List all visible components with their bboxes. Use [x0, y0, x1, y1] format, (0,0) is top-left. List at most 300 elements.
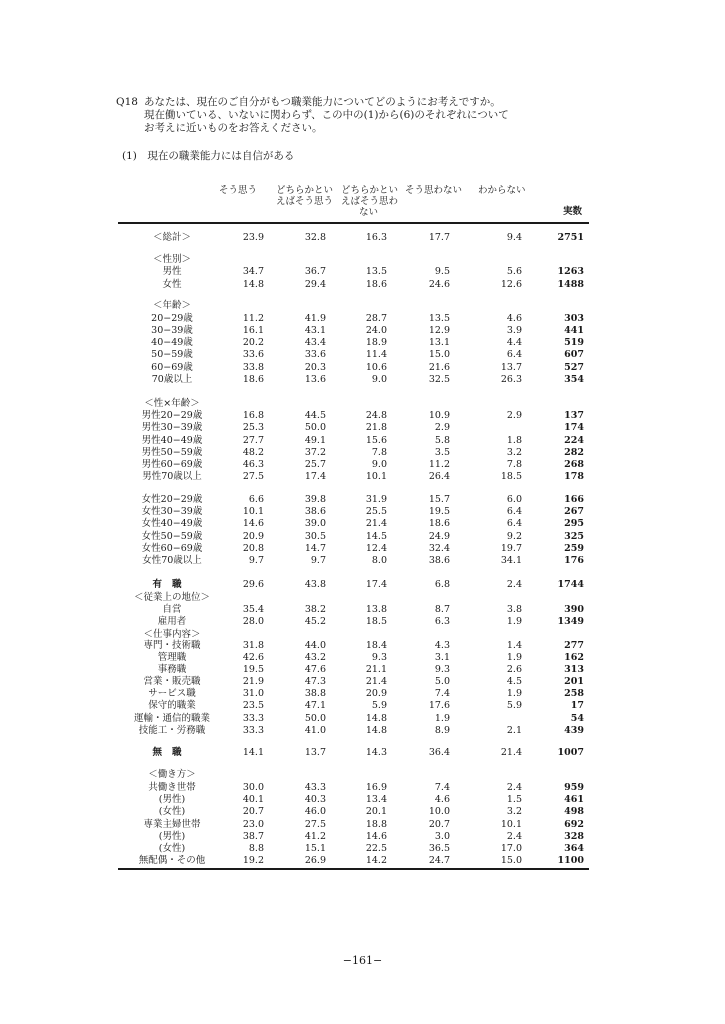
cell-col-1: 33.8	[242, 362, 264, 373]
table-row	[118, 337, 589, 349]
row-label: ＜従業上の地位＞	[133, 592, 210, 603]
cell-col-6: 364	[564, 843, 584, 854]
cell-col-2: 39.0	[304, 518, 326, 529]
row-label: 男性40−49歳	[141, 435, 203, 446]
cell-col-4: 10.9	[428, 410, 450, 421]
table-row	[118, 279, 589, 291]
cell-col-3: 9.3	[371, 652, 387, 663]
cell-col-2: 26.9	[304, 855, 326, 866]
cell-col-3: 18.5	[365, 616, 387, 627]
row-label: (女性)	[158, 806, 186, 817]
cell-col-6: 277	[564, 640, 584, 651]
cell-col-4: 8.7	[434, 604, 450, 615]
row-label: ＜総計＞	[152, 232, 191, 243]
cell-col-3: 25.5	[365, 506, 387, 517]
table-row	[118, 713, 589, 725]
cell-col-5: 13.7	[500, 362, 522, 373]
cell-col-5: 18.5	[500, 471, 522, 482]
cell-col-1: 23.9	[242, 232, 264, 243]
cell-col-2: 38.8	[304, 688, 326, 699]
cell-col-4: 13.1	[428, 337, 450, 348]
table-row	[118, 398, 589, 410]
cell-col-4: 15.0	[428, 349, 450, 360]
cell-col-6: 498	[564, 806, 584, 817]
table-row	[118, 806, 589, 818]
cell-col-5: 4.6	[506, 313, 522, 324]
row-label: ＜性×年齢＞	[144, 398, 200, 409]
cell-col-4: 8.9	[434, 725, 450, 736]
cell-col-4: 9.3	[434, 664, 450, 675]
table-row	[118, 640, 589, 652]
table-row	[118, 232, 589, 244]
table-row	[118, 435, 589, 447]
cell-col-4: 10.0	[428, 806, 450, 817]
table-row	[118, 543, 589, 555]
cell-col-3: 21.1	[365, 664, 387, 675]
row-label: 50−59歳	[151, 349, 193, 360]
cell-col-5: 21.4	[500, 747, 522, 758]
row-label: 男性50−59歳	[141, 447, 203, 458]
cell-col-3: 14.6	[365, 831, 387, 842]
table-row	[118, 782, 589, 794]
cell-col-4: 26.4	[428, 471, 450, 482]
table-row	[118, 349, 589, 361]
question-number: Q18	[116, 96, 138, 108]
cell-col-5: 2.9	[506, 410, 522, 421]
cell-col-3: 10.6	[365, 362, 387, 373]
cell-col-3: 22.5	[365, 843, 387, 854]
cell-col-2: 25.7	[304, 459, 326, 470]
cell-col-5: 4.5	[506, 676, 522, 687]
cell-col-5: 5.9	[506, 700, 522, 711]
cell-col-2: 27.5	[304, 819, 326, 830]
cell-col-1: 34.7	[242, 266, 264, 277]
cell-col-5: 2.4	[506, 782, 522, 793]
cell-col-3: 20.9	[365, 688, 387, 699]
row-label: 男性30−39歳	[141, 422, 203, 433]
table-row	[118, 422, 589, 434]
cell-col-4: 3.0	[434, 831, 450, 842]
row-label: 運輸・通信的職業	[133, 713, 210, 724]
cell-col-2: 14.7	[304, 543, 326, 554]
cell-col-5: 1.8	[506, 435, 522, 446]
table-row	[118, 410, 589, 422]
table-row	[118, 616, 589, 628]
table-row	[118, 579, 589, 591]
question-line-3: お考えに近いものをお答えください。	[144, 122, 323, 134]
table-row	[118, 819, 589, 831]
cell-col-6: 224	[564, 435, 584, 446]
cell-col-3: 16.9	[365, 782, 387, 793]
cell-col-1: 14.6	[242, 518, 264, 529]
cell-col-5: 34.1	[500, 555, 522, 566]
cell-col-3: 13.8	[365, 604, 387, 615]
cell-col-5: 5.6	[506, 266, 522, 277]
cell-col-6: 313	[564, 664, 584, 675]
cell-col-2: 43.1	[304, 325, 326, 336]
cell-col-5: 17.0	[500, 843, 522, 854]
cell-col-3: 11.4	[365, 349, 387, 360]
cell-col-2: 13.6	[304, 374, 326, 385]
cell-col-3: 8.0	[371, 555, 387, 566]
row-label: ＜仕事内容＞	[143, 629, 201, 640]
cell-col-1: 11.2	[242, 313, 264, 324]
cell-col-2: 43.3	[304, 782, 326, 793]
table-row	[118, 313, 589, 325]
cell-col-5: 6.4	[506, 506, 522, 517]
table-row	[118, 676, 589, 688]
cell-col-6: 1744	[557, 579, 584, 590]
cell-col-4: 4.3	[434, 640, 450, 651]
cell-col-2: 38.2	[304, 604, 326, 615]
table-row	[118, 652, 589, 664]
cell-col-2: 46.0	[304, 806, 326, 817]
cell-col-5: 6.4	[506, 349, 522, 360]
table-row	[118, 769, 589, 781]
table-top-rule	[118, 222, 589, 224]
cell-col-6: 17	[570, 700, 584, 711]
cell-col-1: 23.0	[242, 819, 264, 830]
row-label: サービス職	[148, 688, 196, 699]
cell-col-6: 54	[570, 713, 584, 724]
cell-col-4: 5.8	[434, 435, 450, 446]
cell-col-4: 11.2	[428, 459, 450, 470]
cell-col-1: 19.2	[242, 855, 264, 866]
cell-col-6: 2751	[557, 232, 584, 243]
row-label: 男性20−29歳	[141, 410, 203, 421]
cell-col-5: 26.3	[500, 374, 522, 385]
cell-col-5: 1.9	[506, 688, 522, 699]
cell-col-1: 6.6	[248, 494, 264, 505]
cell-col-1: 8.8	[248, 843, 264, 854]
cell-col-2: 41.0	[304, 725, 326, 736]
cell-col-2: 43.8	[304, 579, 326, 590]
table-row	[118, 843, 589, 855]
table-bottom-rule	[118, 868, 589, 870]
table-row	[118, 555, 589, 567]
cell-col-1: 27.7	[242, 435, 264, 446]
cell-col-6: 303	[564, 313, 584, 324]
cell-col-3: 16.3	[365, 232, 387, 243]
cell-col-5: 10.1	[500, 819, 522, 830]
row-label: 技能工・労務職	[138, 725, 206, 736]
cell-col-4: 12.9	[428, 325, 450, 336]
table-row	[118, 664, 589, 676]
cell-col-2: 41.2	[304, 831, 326, 842]
cell-col-5: 3.2	[506, 447, 522, 458]
cell-col-5: 9.4	[506, 232, 522, 243]
cell-col-6: 607	[564, 349, 584, 360]
cell-col-5: 1.5	[506, 794, 522, 805]
cell-col-6: 390	[564, 604, 584, 615]
row-label: 自営	[162, 604, 182, 615]
cell-col-4: 24.9	[428, 531, 450, 542]
cell-col-1: 19.5	[242, 664, 264, 675]
cell-col-4: 7.4	[434, 782, 450, 793]
cell-col-1: 14.8	[242, 279, 264, 290]
cell-col-2: 15.1	[304, 843, 326, 854]
table-row	[118, 725, 589, 737]
cell-col-6: 328	[564, 831, 584, 842]
row-label: 保守的職業	[148, 700, 196, 711]
row-label: 40−49歳	[151, 337, 193, 348]
cell-col-6: 201	[564, 676, 584, 687]
cell-col-3: 21.4	[365, 676, 387, 687]
cell-col-1: 33.3	[242, 725, 264, 736]
cell-col-5: 1.9	[506, 616, 522, 627]
header-col-2: どちらかとい えばそう思う	[276, 185, 334, 207]
cell-col-1: 18.6	[242, 374, 264, 385]
cell-col-6: 1349	[557, 616, 584, 627]
table-row	[118, 604, 589, 616]
header-col-3: どちらかとい えばそう思わ ない	[341, 185, 399, 218]
cell-col-4: 18.6	[428, 518, 450, 529]
cell-col-5: 15.0	[500, 855, 522, 866]
row-label: 60−69歳	[151, 362, 193, 373]
cell-col-3: 21.8	[365, 422, 387, 433]
cell-col-5: 9.2	[506, 531, 522, 542]
cell-col-5: 1.4	[506, 640, 522, 651]
cell-col-3: 14.2	[365, 855, 387, 866]
table-row	[118, 459, 589, 471]
cell-col-5: 7.8	[506, 459, 522, 470]
cell-col-2: 50.0	[304, 422, 326, 433]
cell-col-5: 2.6	[506, 664, 522, 675]
cell-col-2: 36.7	[304, 266, 326, 277]
row-label: 共働き世帯	[148, 782, 196, 793]
cell-col-5: 2.4	[506, 579, 522, 590]
cell-col-3: 7.8	[371, 447, 387, 458]
cell-col-1: 46.3	[242, 459, 264, 470]
cell-col-2: 43.4	[304, 337, 326, 348]
cell-col-1: 40.1	[242, 794, 264, 805]
cell-col-1: 30.0	[242, 782, 264, 793]
row-label: 男性	[162, 266, 182, 277]
cell-col-1: 31.8	[242, 640, 264, 651]
cell-col-1: 28.0	[242, 616, 264, 627]
cell-col-4: 17.7	[428, 232, 450, 243]
cell-col-3: 14.3	[365, 747, 387, 758]
cell-col-6: 178	[564, 471, 584, 482]
cell-col-2: 47.1	[304, 700, 326, 711]
cell-col-1: 27.5	[242, 471, 264, 482]
row-label: 女性40−49歳	[141, 518, 203, 529]
table-row	[118, 266, 589, 278]
subquestion-title: (1) 現在の職業能力には自信がある	[122, 150, 295, 162]
cell-col-1: 48.2	[242, 447, 264, 458]
table-row	[118, 518, 589, 530]
cell-col-2: 32.8	[304, 232, 326, 243]
cell-col-5: 2.1	[506, 725, 522, 736]
cell-col-2: 30.5	[304, 531, 326, 542]
question-line-2: 現在働いている、いないに関わらず、この中の(1)から(6)のそれぞれについて	[144, 109, 509, 121]
cell-col-5: 19.7	[500, 543, 522, 554]
cell-col-2: 50.0	[304, 713, 326, 724]
question-line-1: あなたは、現在のご自分がもつ職業能力についてどのようにお考えですか。	[144, 96, 501, 108]
row-label: 女性70歳以上	[142, 555, 202, 566]
cell-col-4: 20.7	[428, 819, 450, 830]
cell-col-4: 21.6	[428, 362, 450, 373]
table-row	[118, 592, 589, 604]
row-label: 男性70歳以上	[142, 471, 202, 482]
table-row	[118, 831, 589, 843]
cell-col-5: 1.9	[506, 652, 522, 663]
cell-col-4: 36.4	[428, 747, 450, 758]
table-row	[118, 471, 589, 483]
cell-col-2: 47.6	[304, 664, 326, 675]
cell-col-4: 5.0	[434, 676, 450, 687]
cell-col-1: 16.8	[242, 410, 264, 421]
cell-col-1: 29.6	[242, 579, 264, 590]
cell-col-4: 24.7	[428, 855, 450, 866]
cell-col-6: 166	[564, 494, 584, 505]
cell-col-5: 6.4	[506, 518, 522, 529]
cell-col-1: 21.9	[242, 676, 264, 687]
cell-col-2: 37.2	[304, 447, 326, 458]
cell-col-6: 176	[564, 555, 584, 566]
cell-col-1: 23.5	[242, 700, 264, 711]
row-label: 無配偶・その他	[138, 855, 206, 866]
cell-col-2: 9.7	[310, 555, 326, 566]
cell-col-1: 10.1	[242, 506, 264, 517]
cell-col-4: 3.1	[434, 652, 450, 663]
cell-col-3: 18.9	[365, 337, 387, 348]
table-row	[118, 855, 589, 867]
row-label: 有職	[152, 579, 192, 590]
header-col-5: わからない	[478, 185, 526, 196]
cell-col-3: 24.8	[365, 410, 387, 421]
question-text	[116, 96, 586, 135]
cell-col-3: 18.8	[365, 819, 387, 830]
row-label: ＜働き方＞	[148, 769, 196, 780]
cell-col-3: 14.8	[365, 713, 387, 724]
cell-col-4: 19.5	[428, 506, 450, 517]
cell-col-1: 20.7	[242, 806, 264, 817]
cell-col-6: 1488	[557, 279, 584, 290]
cell-col-6: 354	[564, 374, 584, 385]
row-label: 男性60−69歳	[141, 459, 203, 470]
cell-col-2: 41.9	[304, 313, 326, 324]
cell-col-4: 36.5	[428, 843, 450, 854]
cell-col-1: 42.6	[242, 652, 264, 663]
cell-col-6: 174	[564, 422, 584, 433]
cell-col-3: 9.0	[371, 374, 387, 385]
header-col-1: そう思う	[219, 185, 258, 196]
cell-col-6: 267	[564, 506, 584, 517]
table-row	[118, 531, 589, 543]
cell-col-6: 162	[564, 652, 584, 663]
cell-col-3: 17.4	[365, 579, 387, 590]
cell-col-6: 325	[564, 531, 584, 542]
row-label: 30−39歳	[151, 325, 193, 336]
row-label: (女性)	[158, 843, 186, 854]
cell-col-6: 259	[564, 543, 584, 554]
cell-col-3: 9.0	[371, 459, 387, 470]
table-row	[118, 447, 589, 459]
row-label: 営業・販売職	[143, 676, 201, 687]
cell-col-3: 24.0	[365, 325, 387, 336]
row-label: (男性)	[158, 831, 186, 842]
cell-col-1: 38.7	[242, 831, 264, 842]
cell-col-4: 7.4	[434, 688, 450, 699]
cell-col-3: 5.9	[371, 700, 387, 711]
cell-col-6: 258	[564, 688, 584, 699]
row-label: 女性50−59歳	[141, 531, 203, 542]
table-row	[118, 362, 589, 374]
cell-col-2: 44.5	[304, 410, 326, 421]
cell-col-4: 2.9	[434, 422, 450, 433]
cell-col-2: 47.3	[304, 676, 326, 687]
cell-col-4: 6.8	[434, 579, 450, 590]
cell-col-2: 33.6	[304, 349, 326, 360]
cell-col-6: 959	[564, 782, 584, 793]
row-label: 女性60−69歳	[141, 543, 203, 554]
row-label: 女性20−29歳	[141, 494, 203, 505]
cell-col-3: 10.1	[365, 471, 387, 482]
cell-col-6: 439	[564, 725, 584, 736]
cell-col-5: 3.2	[506, 806, 522, 817]
cell-col-2: 44.0	[304, 640, 326, 651]
page-number: −161−	[342, 954, 383, 967]
cell-col-3: 18.4	[365, 640, 387, 651]
cell-col-1: 14.1	[242, 747, 264, 758]
table-row	[118, 794, 589, 806]
row-label: 管理職	[157, 652, 187, 663]
row-label: 女性30−39歳	[141, 506, 203, 517]
cell-col-5: 12.6	[500, 279, 522, 290]
cell-col-5: 4.4	[506, 337, 522, 348]
cell-col-3: 15.6	[365, 435, 387, 446]
cell-col-1: 35.4	[242, 604, 264, 615]
cell-col-3: 21.4	[365, 518, 387, 529]
cell-col-4: 24.6	[428, 279, 450, 290]
cell-col-4: 9.5	[434, 266, 450, 277]
cell-col-3: 14.8	[365, 725, 387, 736]
cell-col-1: 33.3	[242, 713, 264, 724]
cell-col-2: 49.1	[304, 435, 326, 446]
table-row	[118, 325, 589, 337]
cell-col-1: 25.3	[242, 422, 264, 433]
cell-col-4: 13.5	[428, 313, 450, 324]
row-label: (男性)	[158, 794, 186, 805]
cell-col-5: 6.0	[506, 494, 522, 505]
cell-col-4: 32.4	[428, 543, 450, 554]
cell-col-2: 17.4	[304, 471, 326, 482]
row-label: 女性	[162, 279, 182, 290]
cell-col-6: 1007	[557, 747, 584, 758]
cell-col-5: 3.8	[506, 604, 522, 615]
cell-col-6: 519	[564, 337, 584, 348]
cell-col-3: 13.5	[365, 266, 387, 277]
cell-col-4: 6.3	[434, 616, 450, 627]
cell-col-1: 16.1	[242, 325, 264, 336]
header-col-6: 実数	[563, 206, 583, 217]
cell-col-1: 20.2	[242, 337, 264, 348]
row-label: 専門・技術職	[143, 640, 201, 651]
cell-col-2: 43.2	[304, 652, 326, 663]
cell-col-3: 13.4	[365, 794, 387, 805]
table-row	[118, 254, 589, 266]
cell-col-5: 3.9	[506, 325, 522, 336]
cell-col-4: 1.9	[434, 713, 450, 724]
cell-col-6: 282	[564, 447, 584, 458]
cell-col-6: 1263	[557, 266, 584, 277]
table-row	[118, 747, 589, 759]
table-row	[118, 374, 589, 386]
cell-col-6: 295	[564, 518, 584, 529]
cell-col-4: 3.5	[434, 447, 450, 458]
cell-col-6: 137	[564, 410, 584, 421]
